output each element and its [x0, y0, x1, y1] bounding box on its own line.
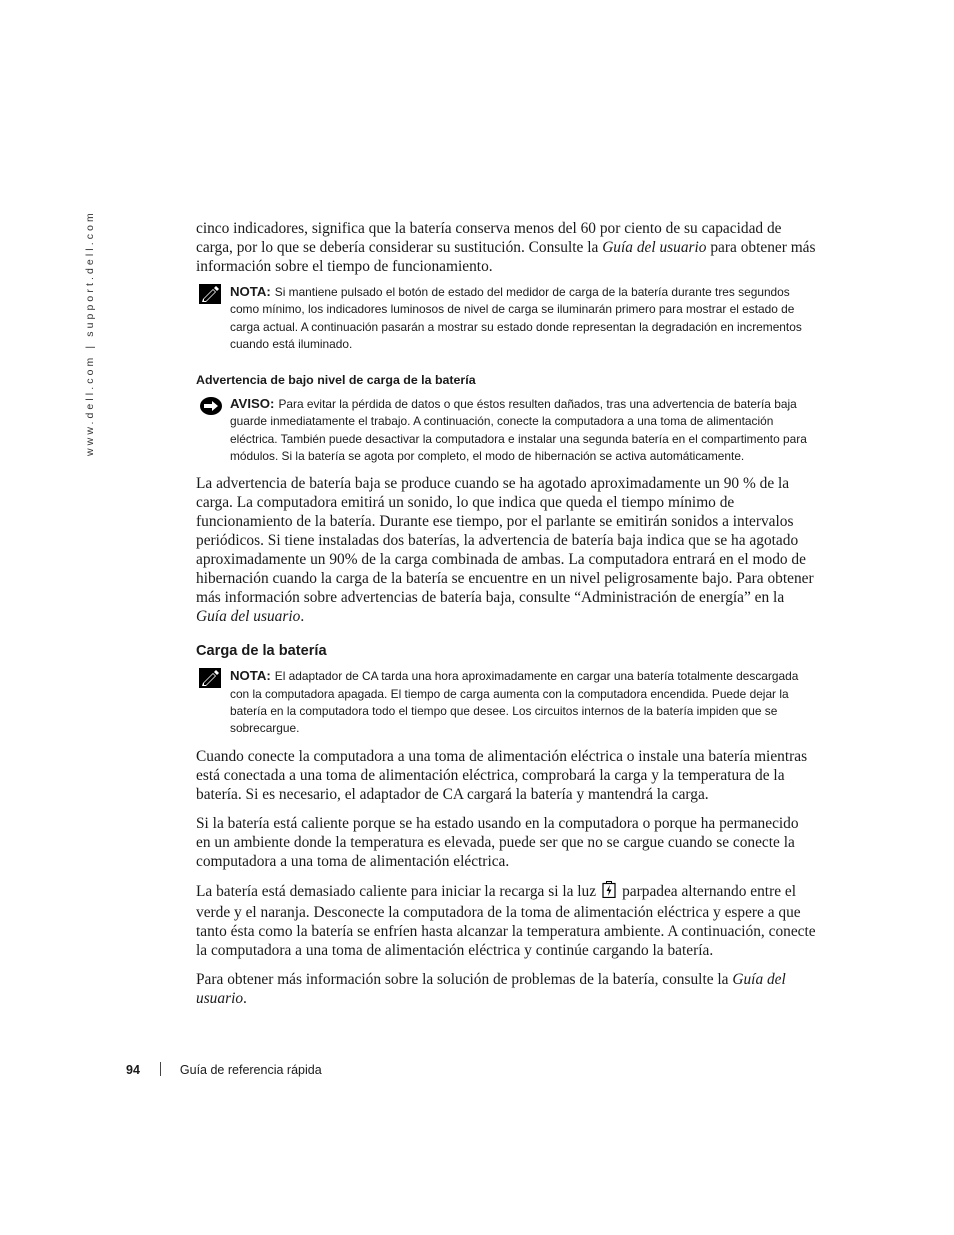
battery-charge-icon [602, 881, 616, 903]
text-run: parpadea alternando entre el verde y el naranja. Desconecte la computadora de la toma de alimentación eléctrica y espere a que tanto ésta como la batería se enfríen hasta alcanzar la temperatura ambiente. A continuación, conecte la computadora a una toma de alimentación eléctrica y continúe cargando la batería. [196, 882, 816, 959]
note-text: El adaptador de CA tarda una hora aproximadamente en cargar una batería totalmente descargada con la computadora apagada. El tiempo de carga aumenta con la computadora encendida. Puede dejar la batería en la computadora todo el tiempo que desee. Los circuitos internos de la batería impiden que se sobrecargue. [230, 669, 799, 736]
page-footer [126, 1062, 322, 1077]
footer-divider [160, 1062, 161, 1076]
section-heading-charging: Carga de la batería [196, 643, 327, 660]
text-run: La batería está demasiado caliente para iniciar la recarga si la luz [196, 882, 597, 900]
text-run: para obtener más información sobre el tiempo de funcionamiento. [196, 239, 816, 275]
page-content [196, 219, 816, 1013]
pencil-note-icon [199, 668, 221, 693]
notice-arrow-icon [199, 396, 223, 421]
note-gauge-button [196, 283, 816, 353]
paragraph-low-battery [196, 474, 816, 626]
guide-reference: Guía del usuario [196, 970, 786, 1007]
notice-text: Para evitar la pérdida de datos o que éstos resulten dañados, tras una advertencia de batería baja guarde inmediatamente el trabajo. A continuación, conecte la computadora a una toma de alimentación eléctrica. También puede desactivar la computadora e instalar una segunda batería en el compartimento para módulos. Si la batería se agota por completo, el modo de hibernación se activa automáticamente. [230, 397, 807, 464]
footer-title: Guía de referencia rápida [179, 1063, 322, 1077]
text-run: La advertencia de batería baja se produce cuando se ha agotado aproximadamente un 90 % de la carga. La computadora emitirá un sonido, lo que indica que queda el tiempo mínimo de funcionamiento de la batería. Durante ese tiempo, por el parlante se emitirán sonidos a intervalos periódicos. Si tiene instaladas dos baterías, la advertencia de batería baja indica que se ha agotado aproximadamente un 90% de la carga combinada de ambas. La computadora entrará en el modo de hibernación cuando la carga de la batería se encuentre en un nivel peligrosamente bajo. Para obtener más información sobre advertencias de batería baja, consulte “Administración de energía” en la [196, 475, 814, 607]
pencil-note-icon [199, 284, 221, 309]
paragraph-too-hot [196, 881, 816, 960]
subheading-low-battery-warning: Advertencia de bajo nivel de carga de la batería [196, 373, 476, 388]
guide-reference: Guía del usuario [196, 608, 301, 626]
paragraph-battery-capacity [196, 219, 816, 276]
paragraph-connect-charge: Cuando conecte la computadora a una toma de alimentación eléctrica o instale una batería mientras está conectada a una toma de alimentación eléctrica, comprobará la carga y la temperatura de la batería. Si es necesario, el adaptador de CA cargará la batería y mantendrá la carga. [196, 747, 808, 803]
note-charge-time [196, 667, 816, 737]
guide-reference: Guía del usuario [602, 239, 707, 256]
paragraph-hot-battery: Si la batería está caliente porque se ha estado usando en la computadora o porque ha permanecido en un ambiente donde la temperatura es elevada, puede ser que no se cargue cuando se conecte la computadora a una toma de alimentación eléctrica. [196, 814, 799, 870]
text-run: cinco indicadores, significa que la batería conserva menos del 60 por ciento de su capacidad de carga, por lo que se debería considerar su sustitución. Consulte la [196, 220, 782, 256]
note-label: NOTA: [230, 284, 271, 299]
note-label: NOTA: [230, 668, 271, 684]
note-text: Si mantiene pulsado el botón de estado del medidor de carga de la batería durante tres segundos como mínimo, los indicadores luminosos de nivel de carga se iluminarán primero para mostrar el estado de carga actual. A continuación pasarán a mostrar su estado donde representan la degradación en incrementos cuando está iluminado. [230, 285, 802, 351]
page-number: 94 [126, 1063, 140, 1077]
notice-label: AVISO: [230, 396, 275, 412]
text-run: Para obtener más información sobre la solución de problemas de la batería, consulte la [196, 970, 733, 988]
paragraph-troubleshooting [196, 970, 816, 1008]
text-run: . [243, 989, 247, 1007]
text-run: . [300, 608, 305, 626]
notice-data-loss [196, 395, 816, 465]
side-url: www.dell.com | support.dell.com [84, 210, 96, 456]
